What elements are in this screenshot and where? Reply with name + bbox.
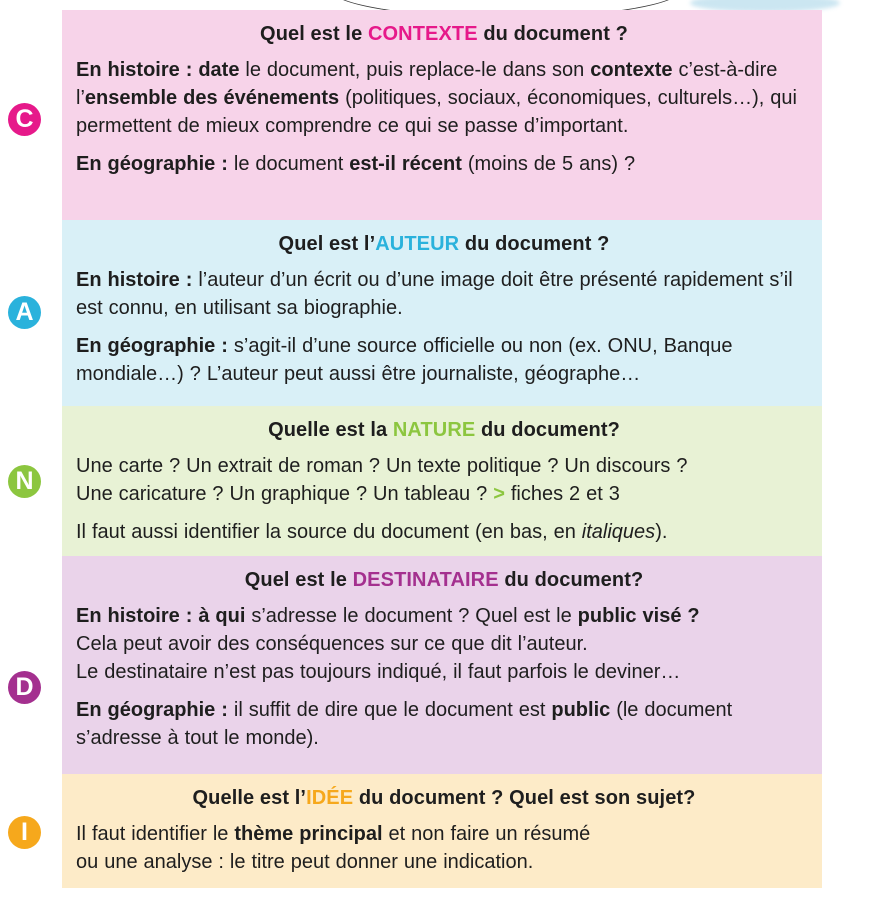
paragraph-geographie: En géographie : le document est-il récent (moins de 5 ans) ? <box>76 153 636 175</box>
paragraph-geographie: En géographie : s’agit-il d’une source officielle ou non (ex. ONU, Banque mondiale…) ? L’auteur peut aussi être journaliste, géographe… <box>76 335 733 385</box>
badge-i: I <box>8 816 41 849</box>
badge-c: C <box>8 103 41 136</box>
section-contexte <box>62 10 822 220</box>
paragraph-geographie: En géographie : il suffit de dire que le document est public (le document s’adresse à tout le monde). <box>76 699 733 749</box>
title-keyword: AUTEUR <box>375 233 460 255</box>
section-nature <box>62 406 822 556</box>
paragraph-histoire: En histoire : à qui s’adresse le document ? Quel est le public visé ? Cela peut avoir des conséquences sur ce que dit l’auteur. Le destinataire n’est pas toujours indiqué, il faut parfois le deviner… <box>76 605 700 683</box>
section-auteur <box>62 220 822 406</box>
paragraph-histoire: En histoire : date le document, puis replace-le dans son contexte c’est-à-dire l’ensemble des événements (politiques, sociaux, économiques, culturels…), qui permettent de mieux comprendre ce qui se passe d’important. <box>76 59 797 137</box>
paragraph-theme: Il faut identifier le thème principal et non faire un résumé ou une analyse : le titre peut donner une indication. <box>76 823 591 873</box>
badge-a: A <box>8 296 41 329</box>
paragraph-histoire: En histoire : l’auteur d’un écrit ou d’une image doit être présenté rapidement s’il est connu, en utilisant sa biographie. <box>76 269 793 319</box>
section-title: Quel est le CONTEXTE du document ? <box>260 23 628 45</box>
title-keyword: IDÉE <box>306 787 354 809</box>
badge-d: D <box>8 671 41 704</box>
paragraph-types: Une carte ? Un extrait de roman ? Un texte politique ? Un discours ? Une caricature ? Un graphique ? Un tableau ? > fiches 2 et 3 <box>76 455 688 505</box>
title-keyword: CONTEXTE <box>367 23 478 45</box>
section-idee <box>62 774 822 888</box>
paragraph-source: Il faut aussi identifier la source du document (en bas, en italiques). <box>76 521 668 543</box>
section-destinataire <box>62 556 822 774</box>
section-title: Quel est l’AUTEUR du document ? <box>278 233 610 255</box>
badge-n: N <box>8 465 41 498</box>
title-keyword: DESTINATAIRE <box>352 569 499 591</box>
section-title: Quel est le DESTINATAIRE du document? <box>244 569 644 591</box>
section-title: Quelle est l’IDÉE du document ? Quel est son sujet? <box>192 787 696 809</box>
section-title: Quelle est la NATURE du document? <box>268 419 620 441</box>
title-keyword: NATURE <box>392 419 476 441</box>
arrow-icon: > <box>493 483 505 505</box>
